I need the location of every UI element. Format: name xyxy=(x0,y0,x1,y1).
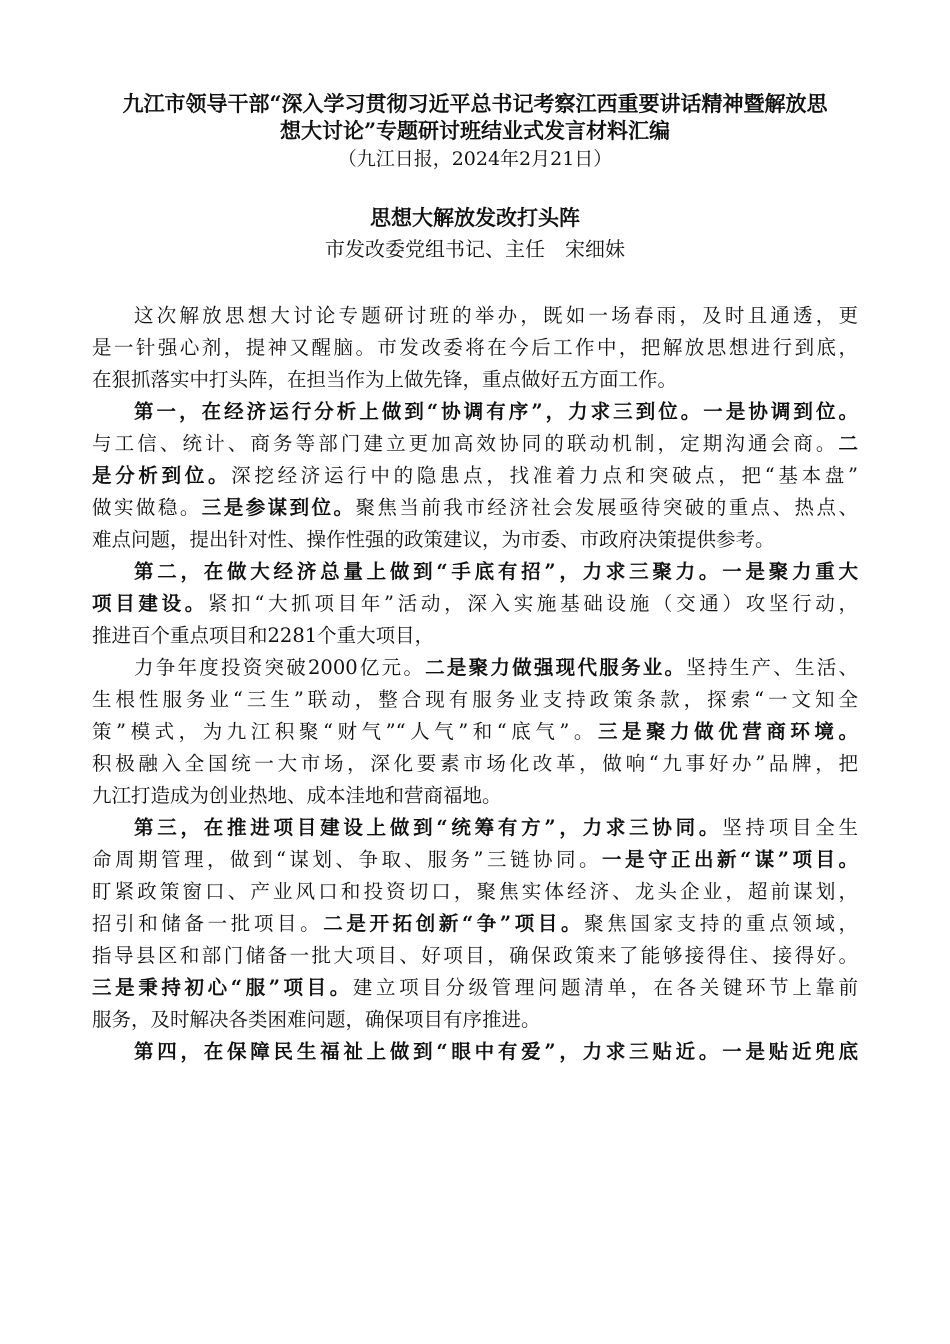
bold-heading: 一是守正出新“谋”项目。 xyxy=(602,848,858,871)
body-line: 服务，及时解决各类困难问题，确保项目有序推进。 xyxy=(92,1008,541,1031)
body-line: 生根性服务业“三生”联动，整合现有服务业支持政策条款，探索“一文知全 xyxy=(92,688,858,711)
body-line xyxy=(92,493,858,523)
body-line: 指导县区和部门储备一批大项目、好项目，确保政策来了能够接得住、接得好。 xyxy=(92,944,858,967)
body-text: 命周期管理，做到“谋划、争取、服务”三链协同。 xyxy=(92,848,603,871)
body-line xyxy=(92,429,858,459)
body-line: 盯紧政策窗口、产业风口和投资切口，聚焦实体经济、龙头企业，超前谋划， xyxy=(92,880,858,903)
body-text: 聚焦当前我市经济社会发展亟待突破的重点、热点、 xyxy=(355,496,858,519)
body-line xyxy=(134,557,858,587)
body-text: 坚持生产、生活、 xyxy=(686,656,858,679)
body-line xyxy=(134,397,858,427)
body-text: 紧扣“大抓项目年”活动，深入实施基础设施（交通）攻坚行动， xyxy=(208,592,858,615)
bold-heading: 二是聚力做强现代服务业。 xyxy=(425,656,687,679)
bold-heading: 是分析到位。 xyxy=(92,464,232,487)
body-text: 策”模式，为九江积聚“财气”“人气”和“底气”。 xyxy=(92,720,598,743)
article-author: 市发改委党组书记、主任 宋细妹 xyxy=(325,237,625,261)
source-citation: （九江日报，2024年2月21日） xyxy=(337,148,613,170)
body-line: 推进百个重点项目和2281个重大项目， xyxy=(92,624,435,647)
body-line xyxy=(92,717,858,747)
body-text: 坚持项目全生 xyxy=(722,816,858,839)
body-line xyxy=(134,1037,858,1067)
bold-heading: 第二，在做大经济总量上做到“手底有招”，力求三聚力。一是聚力重大 xyxy=(134,560,858,583)
body-line xyxy=(92,909,858,939)
bold-heading: 项目建设。 xyxy=(92,592,208,615)
body-text: 深挖经济运行中的隐患点，找准着力点和突破点，把“基本盘” xyxy=(231,464,858,487)
document-title-line-1: 九江市领导干部“深入学习贯彻习近平总书记考察江西重要讲话精神暨解放思 xyxy=(122,91,828,116)
article-title: 思想大解放发改打头阵 xyxy=(370,205,580,230)
body-line xyxy=(134,653,858,683)
bold-heading: 第一，在经济运行分析上做到“协调有序”，力求三到位。一是协调到位。 xyxy=(134,400,858,423)
body-text: 建立项目分级管理问题清单，在各关键环节上靠前 xyxy=(352,976,858,999)
bold-heading: 三是秉持初心“服”项目。 xyxy=(92,976,353,999)
body-line: 是一针强心剂，提神又醒脑。市发改委将在今后工作中，把解放思想进行到底， xyxy=(92,336,858,359)
bold-heading: 二是开拓创新“争”项目。 xyxy=(323,912,585,935)
body-text: 招引和储备一批项目。 xyxy=(92,912,324,935)
body-line xyxy=(92,973,858,1003)
body-line xyxy=(134,813,858,843)
bold-heading: 三是参谋到位。 xyxy=(201,496,356,519)
body-text: 与工信、统计、商务等部门建立更加高效协同的联动机制，定期沟通会商。 xyxy=(92,432,839,455)
bold-heading: 三是聚力做优营商环境。 xyxy=(597,720,858,743)
body-text: 力争年度投资突破2000亿元。 xyxy=(134,656,426,679)
body-text: 做实做稳。 xyxy=(92,496,202,519)
body-line: 积极融入全国统一大市场，深化要素市场化改革，做响“九事好办”品牌，把 xyxy=(92,752,858,775)
document-title-line-2: 想大讨论”专题研讨班结业式发言材料汇编 xyxy=(279,118,671,143)
body-line xyxy=(92,589,858,619)
bold-heading: 二 xyxy=(838,432,858,455)
body-line xyxy=(92,461,858,491)
body-line: 九江打造成为创业热地、成本洼地和营商福地。 xyxy=(92,784,502,807)
bold-heading: 第四，在保障民生福祉上做到“眼中有爱”，力求三贴近。一是贴近兜底 xyxy=(134,1040,858,1063)
body-line: 在狠抓落实中打头阵，在担当作为上做先锋，重点做好五方面工作。 xyxy=(92,368,678,391)
body-line xyxy=(92,845,858,875)
bold-heading: 第三，在推进项目建设上做到“统筹有方”，力求三协同。 xyxy=(134,816,723,839)
body-line: 这次解放思想大讨论专题研讨班的举办，既如一场春雨，及时且通透，更 xyxy=(134,304,858,327)
body-text: 聚焦国家支持的重点领域， xyxy=(584,912,858,935)
body-line: 难点问题，提出针对性、操作性强的政策建议，为市委、市政府决策提供参考。 xyxy=(92,528,775,551)
